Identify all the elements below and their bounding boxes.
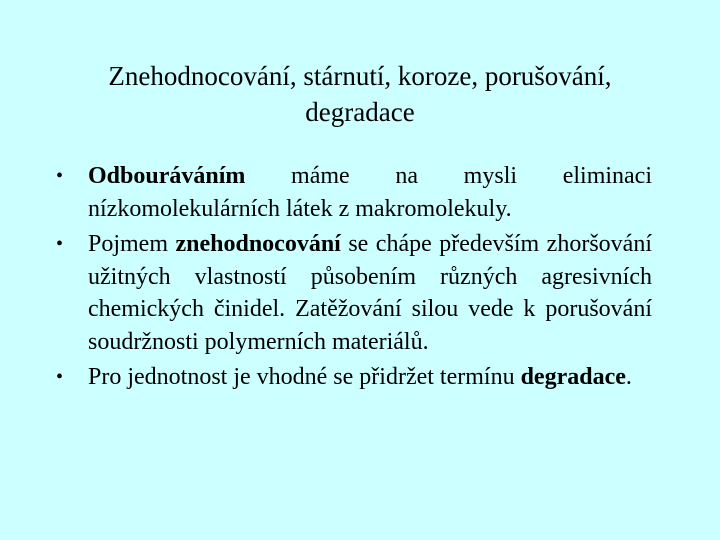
title-line-2: degradace: [305, 97, 415, 127]
bullet-3-text: .: [625, 364, 632, 390]
bullet-item-1: [56, 160, 652, 225]
bullet-dot-icon: •: [56, 165, 64, 187]
bullet-item-3: [56, 361, 652, 394]
bullet-item-2: [56, 228, 652, 358]
bullet-1-bold: Odbouráváním: [88, 163, 246, 189]
bullet-dot-icon: •: [56, 233, 64, 255]
title-line-1: Znehodnocování, stárnutí, koroze, porušování,: [108, 61, 612, 91]
bullet-2-text: se chápe především zhoršování užitných vlastností působením různých agresivních chemických činidel. Zatěžování silou vede k porušování soudržnosti polymerních materiálů.: [88, 231, 652, 355]
bullet-3-bold: degradace: [520, 364, 626, 390]
slide-title: [40, 58, 680, 130]
bullet-dot-icon: •: [56, 366, 64, 388]
bullet-3-pre: Pro jednotnost je vhodné se přidržet termínu: [88, 364, 521, 390]
bullet-1-text: máme na mysli eliminaci nízkomolekulárních látek z makromolekuly.: [88, 163, 652, 222]
bullet-2-bold: znehodnocování: [175, 231, 341, 257]
bullet-2-pre: Pojmem: [88, 231, 176, 257]
bullet-list: [56, 160, 652, 397]
